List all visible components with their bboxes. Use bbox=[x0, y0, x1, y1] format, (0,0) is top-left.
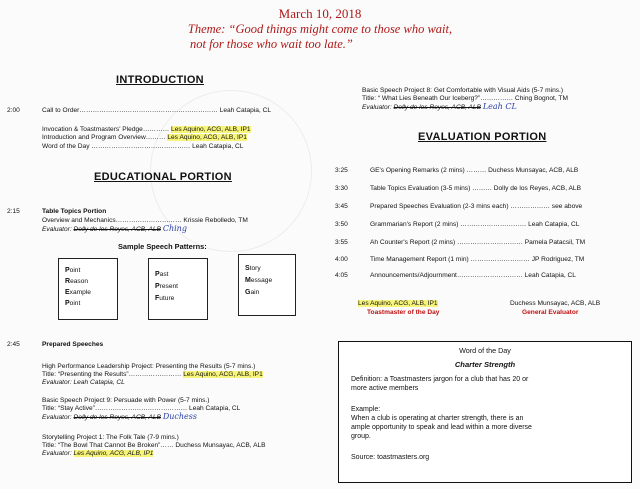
ge-role: General Evaluator bbox=[522, 309, 579, 316]
eval-ge-opening: GE's Opening Remarks (2 mins) ……… Duchess Munsayac, ACB, ALB bbox=[370, 167, 579, 174]
table-topics-title: Table Topics Portion bbox=[42, 208, 107, 215]
intro-time: 2:00 bbox=[7, 107, 20, 114]
speech-1-title: Title: “Presenting the Results”…………………… Les Aquino, ACG, ALB, IP1 bbox=[42, 371, 263, 378]
eval-time-6: 4:00 bbox=[335, 256, 348, 263]
tmod-role: Toastmaster of the Day bbox=[367, 309, 440, 316]
speech-3-project: Storytelling Project 1: The Folk Tale (7-9 mins.) bbox=[42, 434, 179, 441]
eval-time-5: 3:55 bbox=[335, 239, 348, 246]
wod-heading: Word of the Day bbox=[459, 346, 511, 355]
tmod-name: Les Aquino, ACG, ALB, IP1 bbox=[358, 300, 438, 307]
intro-invocation: Invocation & Toastmasters' Pledge………… Les Aquino, ACG, ALB, IP1 bbox=[42, 126, 251, 133]
ppf-pattern-banner: Past Present Future bbox=[148, 258, 208, 320]
eval-time-3: 3:45 bbox=[335, 203, 348, 210]
eval-grammarian: Grammarian's Report (2 mins) ………………………… Leah Catapia, CL bbox=[370, 221, 580, 228]
eval-time-management: Time Management Report (1 min) ……………………… JP Rodriguez, TM bbox=[370, 256, 585, 263]
handwritten-duchess: Duchess bbox=[162, 412, 197, 421]
wod-source: Source: toastmasters.org bbox=[351, 454, 430, 461]
handwritten-leah: Leah CL bbox=[482, 102, 517, 111]
wod-example-1: When a club is operating at charter strength, there is an bbox=[351, 415, 524, 422]
educational-time: 2:15 bbox=[7, 208, 20, 215]
right-speech-title: Title: “ What Lies Beneath Our Iceberg?”…………… Ching Bognot, TM bbox=[362, 95, 568, 102]
wod-example-2: ample opportunity to speak and lead within a more diverse bbox=[351, 424, 532, 431]
speech-2-project: Basic Speech Project 9: Persuade with Power (5-7 mins.) bbox=[42, 397, 210, 404]
wod-definition-2: more active members bbox=[351, 385, 419, 392]
eval-prepared-speeches: Prepared Speeches Evaluation (2-3 mins each) ……………… see above bbox=[370, 203, 583, 210]
prepared-heading: Prepared Speeches bbox=[42, 341, 104, 348]
wod-definition-1: Definition: a Toastmasters jargon for a club that has 20 or bbox=[351, 376, 529, 383]
table-topics-overview: Overview and Mechanics………………………… Krissie Rebolledo, TM bbox=[42, 217, 248, 224]
smg-pattern-banner: Story Message Gain bbox=[238, 254, 296, 316]
introduction-heading: INTRODUCTION bbox=[116, 74, 204, 86]
wod-example-3: group. bbox=[351, 433, 371, 440]
right-speech-evaluator: Evaluator: Dolly de los Reyes, ACB, ALB Leah CL bbox=[362, 102, 517, 111]
wod-word: Charter Strength bbox=[454, 360, 516, 369]
eval-ah-counter: Ah Counter's Report (2 mins) ………………………… Pamela Patacsil, TM bbox=[370, 239, 586, 246]
evaluation-heading: EVALUATION PORTION bbox=[418, 131, 547, 143]
educational-heading: EDUCATIONAL PORTION bbox=[94, 171, 232, 183]
theme-line-1: Theme: “Good things might come to those who wait, bbox=[187, 22, 453, 36]
eval-time-2: 3:30 bbox=[335, 185, 348, 192]
speech-1-evaluator: Evaluator: Leah Catapia, CL bbox=[42, 379, 125, 386]
intro-word-of-day: Word of the Day ……………………………………… Leah Catapia, CL bbox=[42, 143, 244, 150]
speech-3-evaluator: Evaluator: Les Aquino, ACG, ALB, IP1 bbox=[42, 450, 154, 457]
word-of-day-box bbox=[338, 341, 632, 483]
table-topics-evaluator: Evaluator: Dolly de los Reyes, ACB, ALB Ching bbox=[42, 224, 187, 233]
event-date: March 10, 2018 bbox=[278, 6, 362, 21]
prep-pattern-banner: Point Reason Example Point bbox=[58, 258, 118, 320]
eval-time-4: 3:50 bbox=[335, 221, 348, 228]
intro-call-to-order: Call to Order……………………………………………………… Leah Catapia, CL bbox=[42, 107, 271, 114]
speech-2-title: Title: “Stay Active”…………………………………… Leah Catapia, CL bbox=[42, 405, 241, 412]
eval-time-1: 3:25 bbox=[335, 167, 348, 174]
handwritten-ching: Ching bbox=[162, 224, 187, 233]
ge-name: Duchess Munsayac, ACB, ALB bbox=[510, 300, 601, 307]
wod-example-label: Example: bbox=[351, 406, 381, 413]
eval-table-topics: Table Topics Evaluation (3-5 mins) ……… Dolly de los Reyes, ACB, ALB bbox=[370, 185, 581, 192]
eval-time-7: 4:05 bbox=[335, 272, 348, 279]
eval-adjournment: Announcements/Adjournment………………………… Leah Catapia, CL bbox=[370, 272, 576, 279]
prepared-time: 2:45 bbox=[7, 341, 20, 348]
speech-patterns-title: Sample Speech Patterns: bbox=[118, 242, 207, 251]
intro-program-overview: Introduction and Program Overview……… Les Aquino, ACG, ALB, IP1 bbox=[42, 134, 247, 141]
speech-1-project: High Performance Leadership Project: Presenting the Results (5-7 mins.) bbox=[42, 363, 256, 370]
theme-line-2: not for those who wait too late.” bbox=[190, 37, 353, 51]
speech-2-evaluator: Evaluator: Dolly de los Reyes, ACB, ALB Duchess bbox=[42, 412, 197, 421]
speech-3-title: Title: “The Bowl That Cannot Be Broken”…… Duchess Munsayac, ACB, ALB bbox=[42, 442, 266, 449]
right-speech-project: Basic Speech Project 8: Get Comfortable with Visual Aids (5-7 mins.) bbox=[362, 87, 564, 94]
